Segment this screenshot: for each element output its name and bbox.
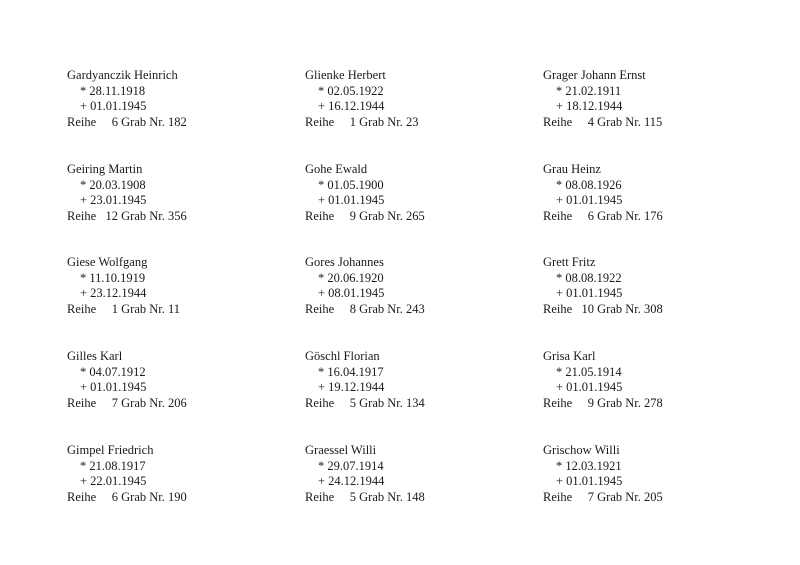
grave-location: Reihe 12 Grab Nr. 356 bbox=[67, 208, 187, 223]
person-name: Giese Wolfgang bbox=[67, 255, 148, 269]
grave-entry bbox=[67, 443, 287, 505]
birth-date: * 02.05.1922 bbox=[318, 83, 384, 98]
death-date: + 01.01.1945 bbox=[556, 380, 623, 394]
grave-location: Reihe 4 Grab Nr. 115 bbox=[543, 114, 663, 129]
grave-entry bbox=[305, 68, 525, 130]
death-date: + 01.01.1945 bbox=[556, 474, 623, 488]
death-date: + 01.01.1945 bbox=[80, 380, 147, 394]
birth-date: * 12.03.1921 bbox=[556, 458, 622, 473]
birth-date: * 20.06.1920 bbox=[318, 270, 384, 285]
grave-location: Reihe 7 Grab Nr. 205 bbox=[543, 489, 663, 504]
person-name: Grisa Karl bbox=[543, 349, 596, 363]
death-date: + 19.12.1944 bbox=[318, 380, 385, 394]
grave-entry bbox=[305, 443, 525, 505]
grave-location: Reihe 5 Grab Nr. 134 bbox=[305, 395, 425, 410]
person-name: Graessel Willi bbox=[305, 443, 377, 457]
person-name: Geiring Martin bbox=[67, 162, 143, 176]
grave-entry bbox=[543, 162, 763, 224]
grave-entry bbox=[543, 255, 763, 317]
grave-entry bbox=[543, 68, 763, 130]
grave-entry bbox=[543, 443, 763, 505]
grave-location: Reihe 10 Grab Nr. 308 bbox=[543, 301, 663, 316]
grave-location: Reihe 9 Grab Nr. 265 bbox=[305, 208, 425, 223]
death-date: + 23.01.1945 bbox=[80, 193, 147, 207]
grave-location: Reihe 1 Grab Nr. 23 bbox=[305, 114, 419, 129]
grave-location: Reihe 7 Grab Nr. 206 bbox=[67, 395, 187, 410]
birth-date: * 21.02.1911 bbox=[556, 83, 622, 98]
death-date: + 18.12.1944 bbox=[556, 99, 623, 113]
birth-date: * 01.05.1900 bbox=[318, 177, 384, 192]
birth-date: * 11.10.1919 bbox=[80, 270, 146, 285]
birth-date: * 08.08.1922 bbox=[556, 270, 622, 285]
death-date: + 01.01.1945 bbox=[556, 286, 623, 300]
person-name: Gores Johannes bbox=[305, 255, 384, 269]
grave-entry bbox=[305, 255, 525, 317]
death-date: + 23.12.1944 bbox=[80, 286, 147, 300]
grave-location: Reihe 8 Grab Nr. 243 bbox=[305, 301, 425, 316]
grave-location: Reihe 6 Grab Nr. 176 bbox=[543, 208, 663, 223]
person-name: Glienke Herbert bbox=[305, 68, 386, 82]
birth-date: * 20.03.1908 bbox=[80, 177, 146, 192]
birth-date: * 29.07.1914 bbox=[318, 458, 384, 473]
death-date: + 08.01.1945 bbox=[318, 286, 385, 300]
person-name: Göschl Florian bbox=[305, 349, 380, 363]
grave-entry bbox=[67, 68, 287, 130]
grave-entry bbox=[67, 255, 287, 317]
birth-date: * 28.11.1918 bbox=[80, 83, 146, 98]
death-date: + 01.01.1945 bbox=[556, 193, 623, 207]
person-name: Grett Fritz bbox=[543, 255, 596, 269]
grave-entry bbox=[67, 162, 287, 224]
grave-location: Reihe 1 Grab Nr. 11 bbox=[67, 301, 181, 316]
grave-location: Reihe 6 Grab Nr. 190 bbox=[67, 489, 187, 504]
birth-date: * 16.04.1917 bbox=[318, 364, 384, 379]
person-name: Grager Johann Ernst bbox=[543, 68, 646, 82]
grave-entry bbox=[305, 162, 525, 224]
death-date: + 24.12.1944 bbox=[318, 474, 385, 488]
death-date: + 01.01.1945 bbox=[80, 99, 147, 113]
birth-date: * 08.08.1926 bbox=[556, 177, 622, 192]
person-name: Gimpel Friedrich bbox=[67, 443, 154, 457]
death-date: + 16.12.1944 bbox=[318, 99, 385, 113]
person-name: Grau Heinz bbox=[543, 162, 601, 176]
grave-entry bbox=[543, 349, 763, 411]
grave-entry bbox=[305, 349, 525, 411]
birth-date: * 04.07.1912 bbox=[80, 364, 146, 379]
person-name: Gardyanczik Heinrich bbox=[67, 68, 178, 82]
death-date: + 22.01.1945 bbox=[80, 474, 147, 488]
person-name: Gohe Ewald bbox=[305, 162, 368, 176]
birth-date: * 21.08.1917 bbox=[80, 458, 146, 473]
person-name: Gilles Karl bbox=[67, 349, 123, 363]
grave-location: Reihe 9 Grab Nr. 278 bbox=[543, 395, 663, 410]
person-name: Grischow Willi bbox=[543, 443, 620, 457]
grave-location: Reihe 6 Grab Nr. 182 bbox=[67, 114, 187, 129]
birth-date: * 21.05.1914 bbox=[556, 364, 622, 379]
death-date: + 01.01.1945 bbox=[318, 193, 385, 207]
grave-entry bbox=[67, 349, 287, 411]
grave-location: Reihe 5 Grab Nr. 148 bbox=[305, 489, 425, 504]
